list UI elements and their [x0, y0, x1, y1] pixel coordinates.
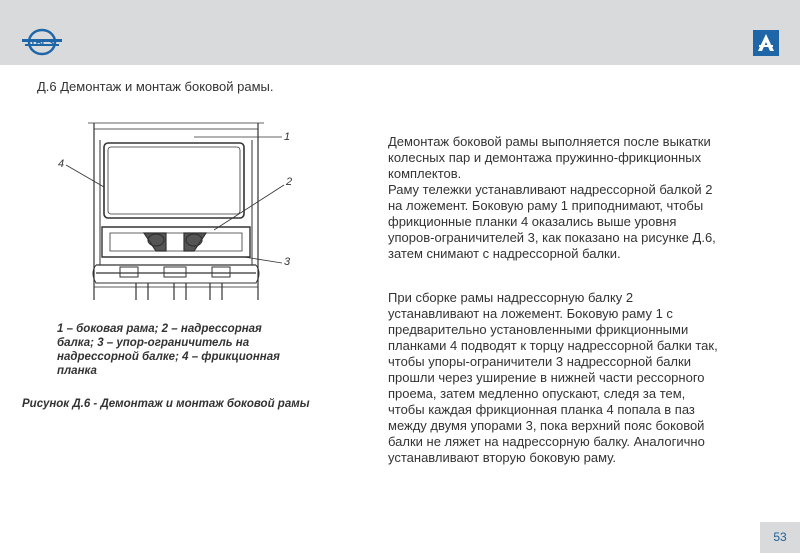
- page-number-badge: [760, 522, 800, 553]
- header-bar: [0, 0, 800, 65]
- callout-3: 3: [284, 256, 291, 268]
- figure-legend: [57, 322, 307, 378]
- svg-text:ТВСЗ: ТВСЗ: [30, 38, 54, 48]
- figure-title: Рисунок Д.6 - Демонтаж и монтаж боковой рамы: [22, 398, 310, 410]
- callout-1: 1: [284, 131, 291, 143]
- paragraph-dismantling: Демонтаж боковой рамы выполняется после выкатки колесных пар и демонтажа пружинно-фрикционных комплектов. Раму тележки устанавливают надрессорной балкой 2 на ложемент. Боковую раму 1 приподнимают, чтобы фрикционные планки 4 оказались выше уровня упоров-ограничителей 3, как показано на рисунке Д.6, затем снимают с надрессорной балки.: [388, 134, 716, 261]
- figure-legend-line: планка: [57, 365, 97, 377]
- section-title: Д.6 Демонтаж и монтаж боковой рамы.: [37, 79, 274, 94]
- page-number: 53: [773, 530, 787, 544]
- figure-legend-line: 1 – боковая рама; 2 – надрессорная: [57, 323, 262, 335]
- tvsz-logo-icon: [22, 28, 62, 56]
- figure-legend-line: балка; 3 – упор-ограничитель на: [57, 337, 250, 349]
- paragraph-assembly: При сборке рамы надрессорную балку 2 устанавливают на ложемент. Боковую раму 1 с предварительно установленными фрикционными планками 4 подводят к торцу надрессорной балки так, чтобы упоры-ограничители 3 надрессорной балки прошли через уширение в нижней части рессорного проема, затем медленно опускают, следя за тем, чтобы каждая фрикционная планка 4 попала в паз между двумя упорами 3, пока верхний пояс боковой балки не ляжет на надрессорную балку. Аналогично устанавливают вторую боковую раму.: [388, 290, 718, 465]
- figure-legend-line: надрессорной балке; 4 – фрикционная: [57, 351, 280, 363]
- brand-emblem-icon: [753, 30, 779, 56]
- callout-4: 4: [58, 158, 65, 170]
- callout-2: 2: [286, 176, 293, 188]
- side-frame-drawing: [44, 115, 306, 315]
